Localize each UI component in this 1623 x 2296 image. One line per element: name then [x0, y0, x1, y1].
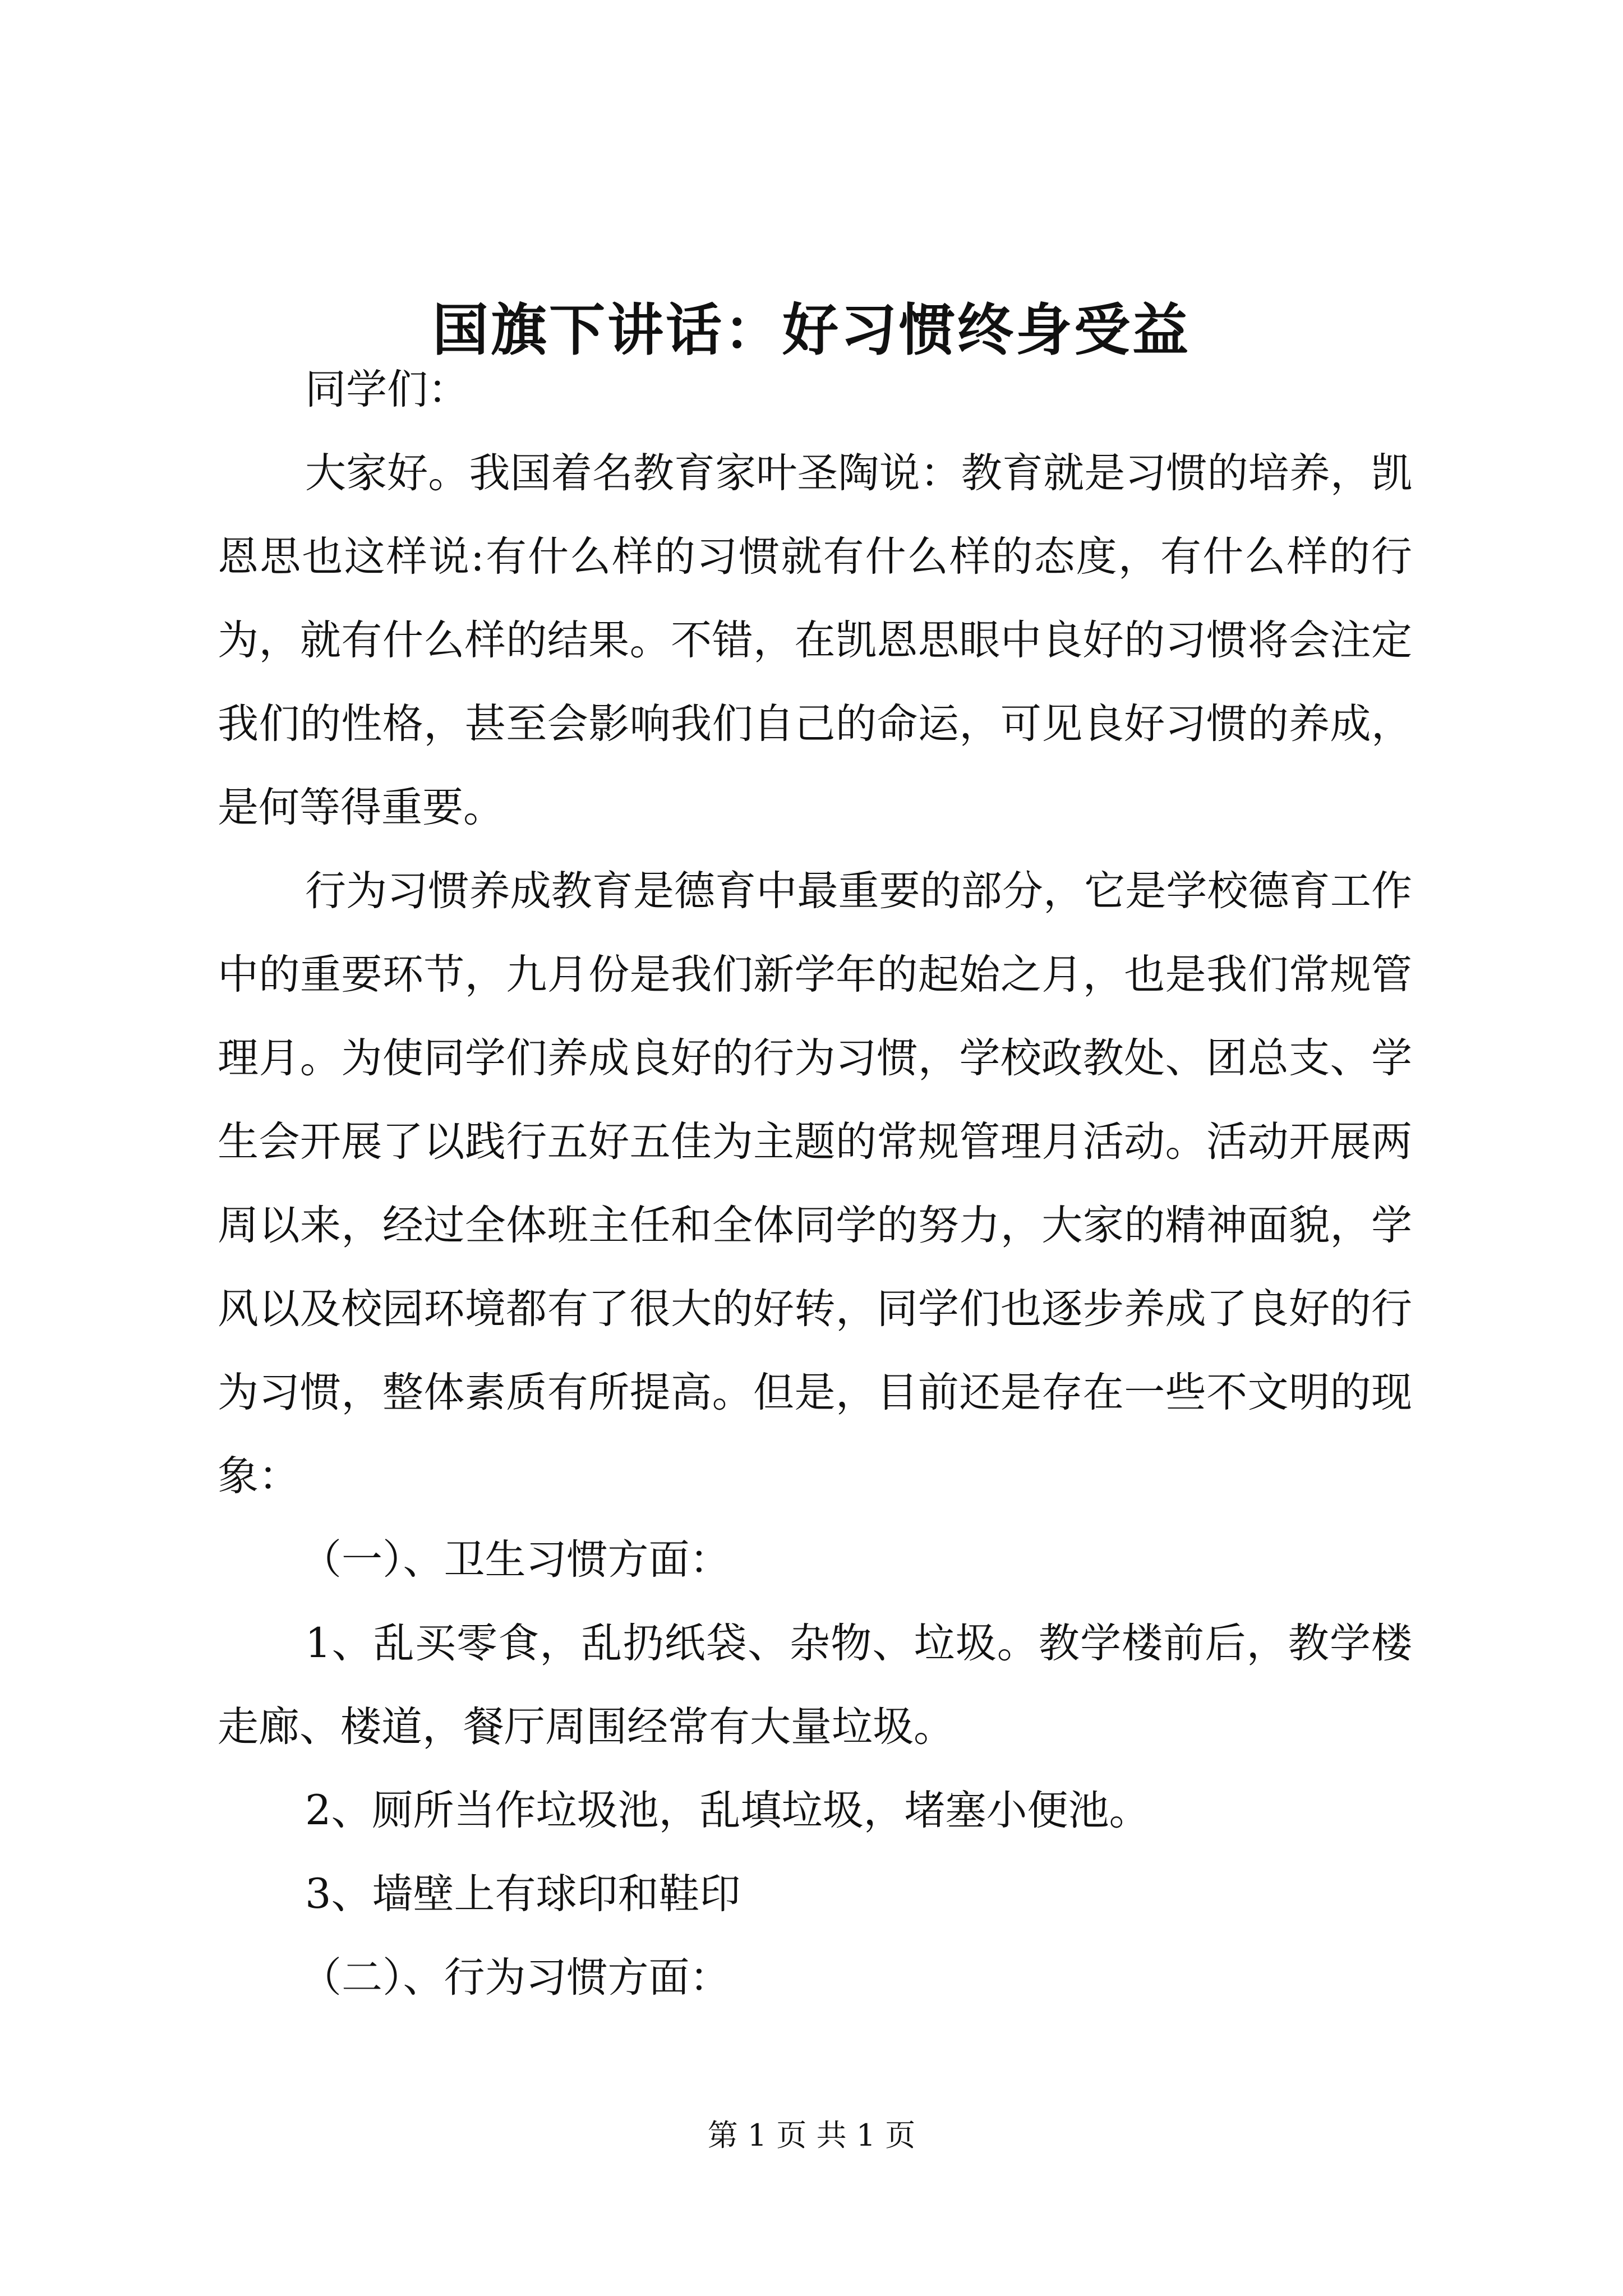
hygiene-item-3: 3、墙壁上有球印和鞋印 — [305, 1870, 741, 1918]
section-heading-hygiene: （一）、卫生习惯方面： — [301, 1536, 731, 1584]
hygiene-item-1: 1、乱买零食，乱扔纸袋、杂物、垃圾。教学楼前后，教学楼走廊、楼道，餐厅周围经常有大量垃圾。 — [218, 1619, 1412, 1751]
page-number-footer: 第 1 页 共 1 页 — [707, 2118, 916, 2153]
hygiene-item-2: 2、厕所当作垃圾池，乱填垃圾，堵塞小便池。 — [305, 1787, 1150, 1834]
salutation-paragraph: 同学们： — [305, 366, 469, 413]
document-title: 国旗下讲话：好习惯终身受益 — [432, 297, 1191, 363]
intro-paragraph: 大家好。我国着名教育家叶圣陶说：教育就是习惯的培养，凯恩思也这样说:有什么样的习惯就有什么样的态度，有什么样的行为，就有什么样的结果。不错，在凯恩思眼中良好的习惯将会注定我们的性格，甚至会影响我们自己的命运，可见良好习惯的养成，是何等得重要。 — [218, 449, 1412, 831]
habit-education-paragraph: 行为习惯养成教育是德育中最重要的部分，它是学校德育工作中的重要环节，九月份是我们新学年的起始之月，也是我们常规管理月。为使同学们养成良好的行为习惯，学校政教处、团总支、学生会开展了以践行五好五佳为主题的常规管理月活动。活动开展两周以来，经过全体班主任和全体同学的努力，大家的精神面貌，学风以及校园环境都有了很大的好转，同学们也逐步养成了良好的行为习惯，整体素质有所提高。但是，目前还是存在一些不文明的现象： — [218, 867, 1412, 1500]
section-heading-behavior: （二）、行为习惯方面： — [301, 1954, 731, 2001]
document-body — [218, 348, 1412, 2019]
